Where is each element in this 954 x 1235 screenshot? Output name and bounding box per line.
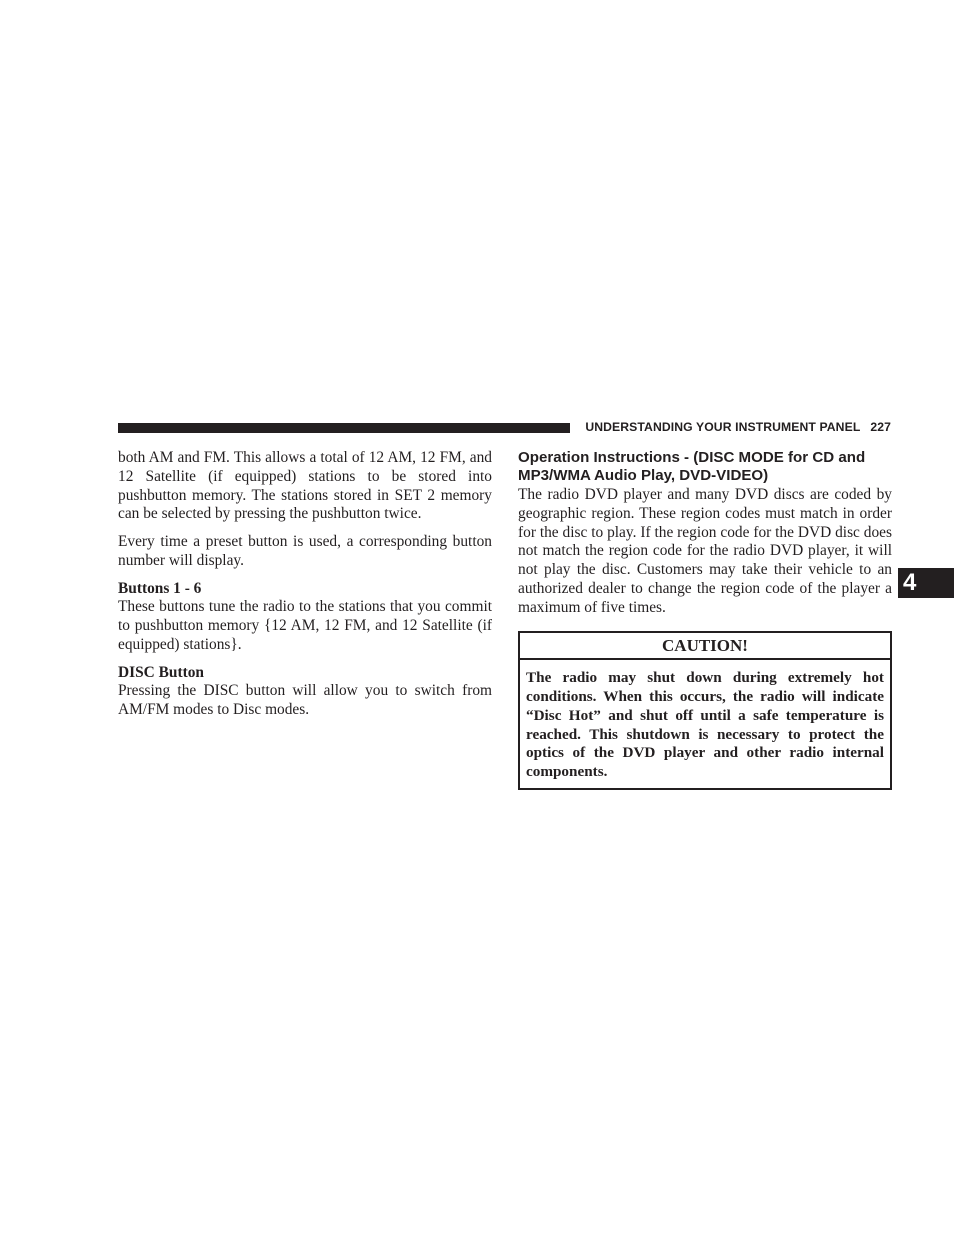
caution-text: The radio may shut down during extremely hot conditions. When this occurs, the radio will indicate “Disc Hot” and shut off until a safe temperature is reached. This shutdown is necessary to protect the optics of the DVD player and other radio internal components.: [526, 669, 884, 780]
region-code-paragraph: The radio DVD player and many DVD discs are coded by geographic region. These region codes must match in order for the disc to play. If the region code for the DVD disc does not match the region code for the radio DVD player, it will not play the disc. Customers may take their vehicle to an authorized dealer to change the region code of the player a maximum of five times.: [518, 486, 892, 616]
page-number: 227: [870, 420, 891, 434]
buttons-1-6-text: These buttons tune the radio to the stations that you commit to pushbutton memory {12 AM, 12 FM, and 12 Satellite (if equipped) stations}.: [118, 598, 492, 653]
operation-instructions-heading: Operation Instructions - (DISC MODE for CD and MP3/WMA Audio Play, DVD-VIDEO): [518, 449, 866, 484]
caution-box: [518, 631, 892, 790]
disc-button-heading: DISC Button: [118, 663, 204, 681]
paragraph-preset-display: Every time a preset button is used, a corresponding button number will display.: [118, 533, 492, 569]
left-column: [118, 449, 492, 720]
header-section-title: UNDERSTANDING YOUR INSTRUMENT PANEL: [585, 420, 861, 434]
paragraph-presets-total: both AM and FM. This allows a total of 12 AM, 12 FM, and 12 Satellite (if equipped) stations to be stored into pushbutton memory. The stations stored in SET 2 memory can be selected by pressing the pushbutton twice.: [118, 449, 492, 523]
header-rule: [118, 423, 570, 433]
caution-title: CAUTION!: [520, 633, 890, 660]
running-header: [585, 420, 891, 434]
disc-button-text: Pressing the DISC button will allow you to switch from AM/FM modes to Disc modes.: [118, 682, 492, 718]
right-column: [518, 449, 892, 790]
buttons-1-6-heading: Buttons 1 - 6: [118, 579, 202, 597]
chapter-tab: 4: [898, 568, 954, 598]
